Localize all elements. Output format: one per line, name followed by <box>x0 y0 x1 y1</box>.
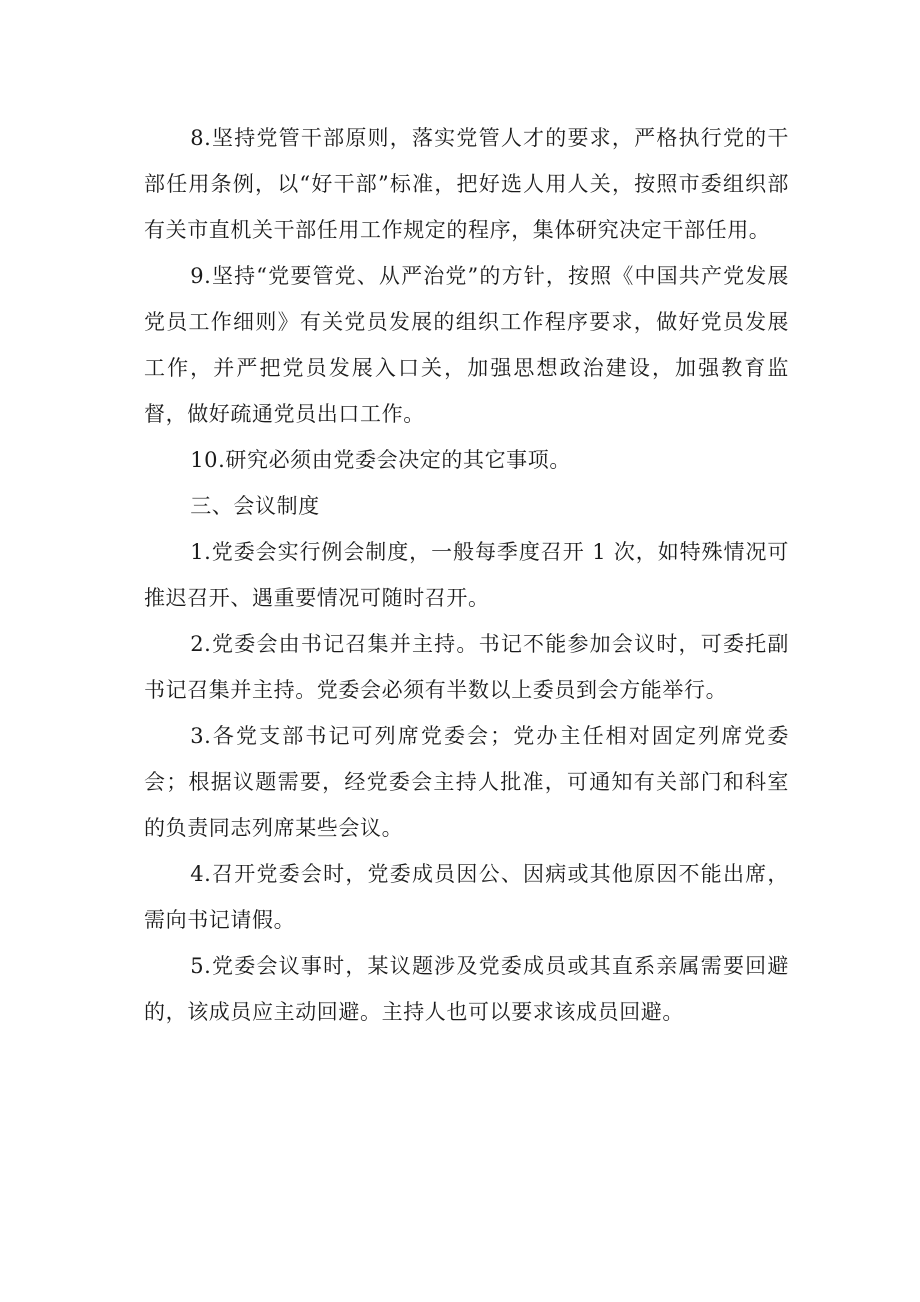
meeting-rule-4: 4.召开党委会时，党委成员因公、因病或其他原因不能出席，需向书记请假。 <box>144 862 789 932</box>
paragraph-item-9: 9.坚持“党要管党、从严治党”的方针，按照《中国共产党发展党员工作细则》有关党员发展的组织工作程序要求，做好党员发展工作，并严把党员发展入口关，加强思想政治建设，加强教育监督，做好疏通党员出口工作。 <box>144 264 789 426</box>
paragraph-item-10: 10.研究必须由党委会决定的其它事项。 <box>190 448 571 472</box>
paragraph-item-8: 8.坚持党管干部原则，落实党管人才的要求，严格执行党的干部任用条例，以“好干部”标准，把好选人用人关，按照市委组织部有关市直机关干部任用工作规定的程序，集体研究决定干部任用。 <box>144 126 789 242</box>
meeting-rule-2: 2.党委会由书记召集并主持。书记不能参加会议时，可委托副书记召集并主持。党委会必须有半数以上委员到会方能举行。 <box>144 632 789 702</box>
meeting-rule-1: 1.党委会实行例会制度，一般每季度召开 1 次，如特殊情况可推迟召开、遇重要情况可随时召开。 <box>144 540 789 610</box>
document-body <box>144 115 789 1035</box>
section-heading: 三、会议制度 <box>190 494 320 518</box>
meeting-rule-3: 3.各党支部书记可列席党委会；党办主任相对固定列席党委会；根据议题需要，经党委会主持人批准，可通知有关部门和科室的负责同志列席某些会议。 <box>144 724 789 840</box>
meeting-rule-5: 5.党委会议事时，某议题涉及党委成员或其直系亲属需要回避的，该成员应主动回避。主持人也可以要求该成员回避。 <box>144 954 789 1024</box>
